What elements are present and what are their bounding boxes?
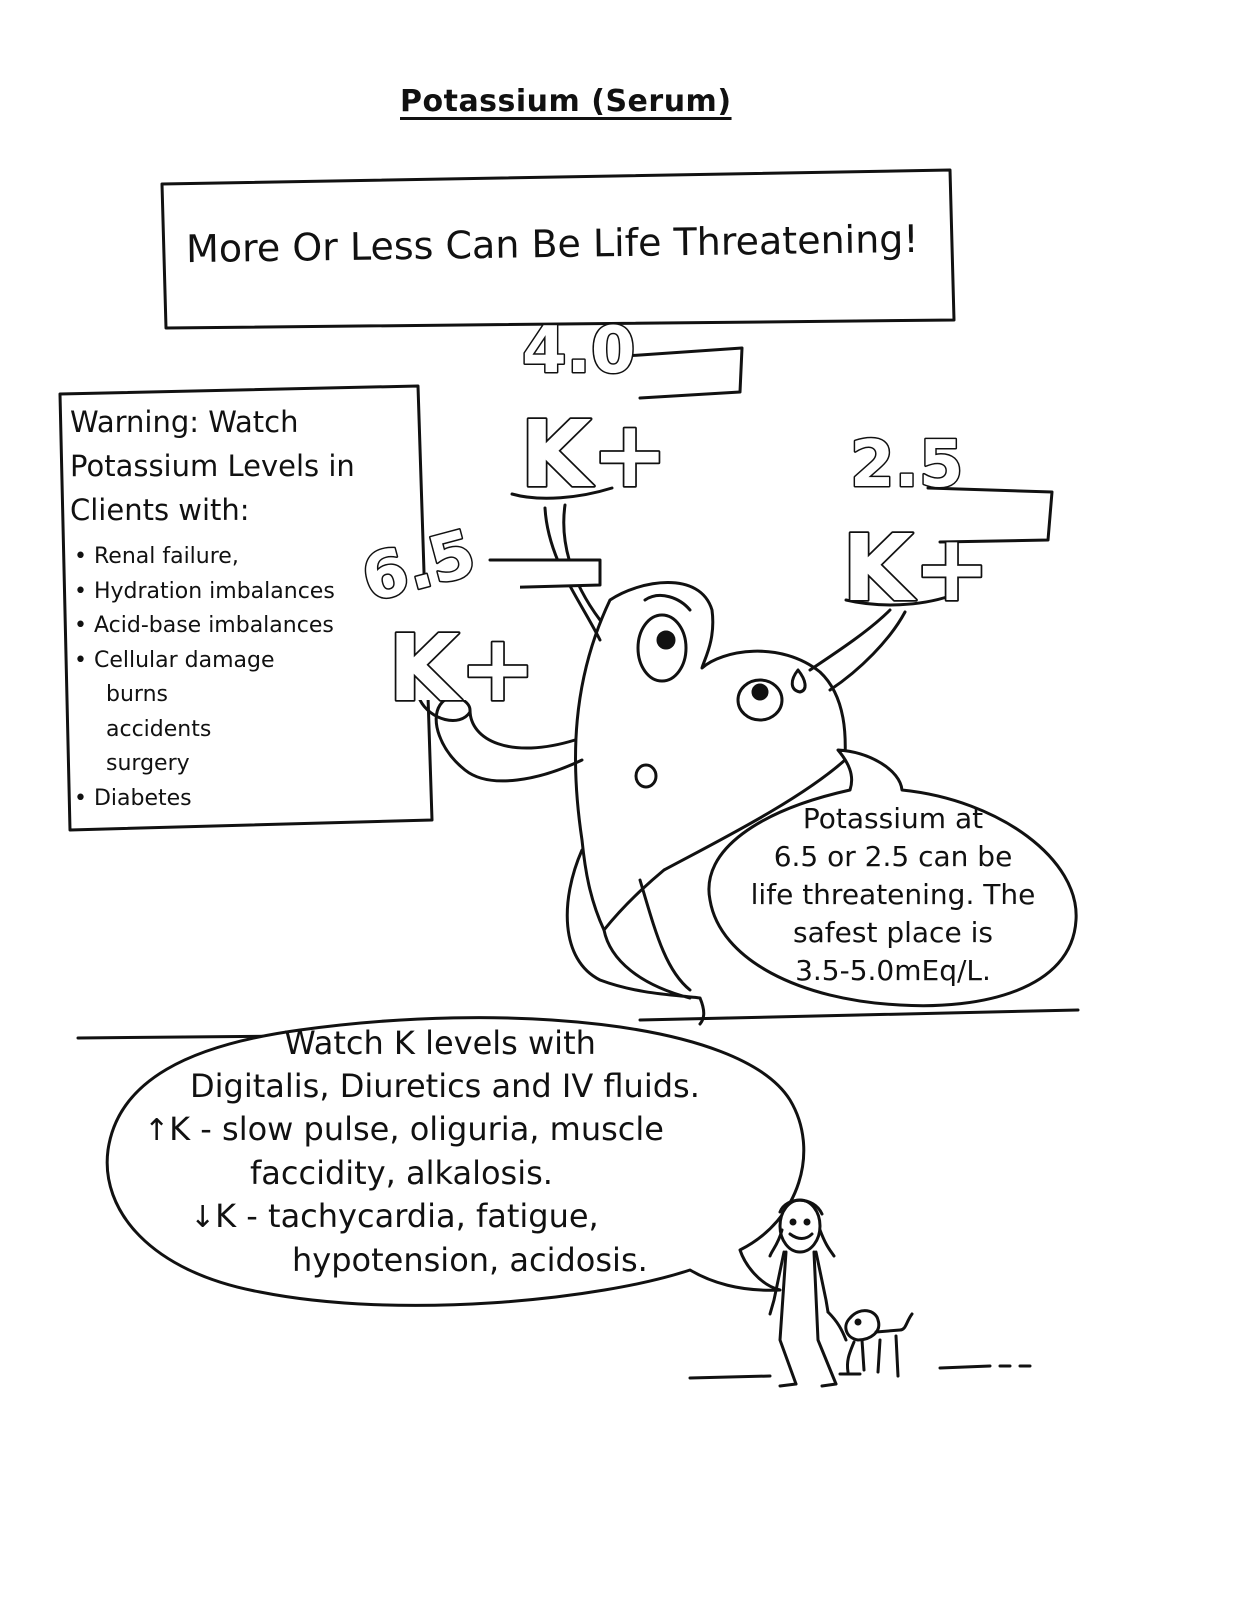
warning-item: burns — [106, 682, 168, 707]
speech-line: safest place is — [793, 916, 993, 949]
banner-text: More Or Less Can Be Life Threatening! — [185, 216, 919, 272]
dog-figure — [846, 1311, 912, 1376]
warning-item: surgery — [106, 751, 190, 776]
ground-dashes — [690, 1366, 1030, 1378]
arrow-down-icon: ↓ — [190, 1200, 216, 1235]
speech-line-high — [120, 1108, 800, 1152]
speech-line-low — [120, 1195, 800, 1239]
page-title: Potassium (Serum) — [400, 84, 732, 119]
warning-item: • Hydration imbalances — [74, 575, 335, 610]
ion-label-2.5: K+ — [842, 515, 991, 622]
warning-item: • Cellular damage — [74, 644, 335, 679]
speech-line: hypotension, acidosis. — [292, 1241, 648, 1279]
warning-list — [74, 540, 335, 816]
heart-leg-right — [640, 880, 690, 990]
speech-line: 3.5-5.0mEq/L. — [795, 954, 991, 987]
ion-value-2.5: 2.5 — [850, 428, 964, 502]
warning-item: • Diabetes — [74, 782, 335, 817]
warning-item: • Acid-base imbalances — [74, 609, 335, 644]
speech-line: Watch K levels with — [284, 1024, 596, 1062]
speech-line: Potassium at — [802, 802, 984, 835]
warning-heading: Warning: Watch Potassium Levels in Clients with: — [70, 405, 355, 527]
warning-item: accidents — [106, 716, 212, 742]
speech-line: 6.5 or 2.5 can be — [773, 840, 1013, 873]
ion-value-4.0: 4.0 — [522, 314, 636, 388]
arrow-up-icon: ↑ — [144, 1113, 170, 1148]
ion-label-6.5: K+ — [388, 615, 537, 722]
speech-line: faccidity, alkalosis. — [250, 1154, 553, 1192]
speech-line: Digitalis, Diuretics and IV fluids. — [190, 1067, 700, 1105]
warning-item: • Renal failure, — [74, 540, 335, 575]
speech-line-text: K - tachycardia, fatigue, — [215, 1197, 599, 1235]
ion-block-4.0 — [625, 348, 742, 398]
speech-line: life threatening. The — [750, 878, 1036, 911]
ion-label-4.0: K+ — [520, 401, 669, 508]
speech-line-text: K - slow pulse, oliguria, muscle — [169, 1110, 664, 1148]
speech-text-bottom — [120, 1022, 800, 1282]
ion-value-6.5: 6.5 — [354, 516, 484, 618]
speech-text-right — [728, 800, 1058, 990]
